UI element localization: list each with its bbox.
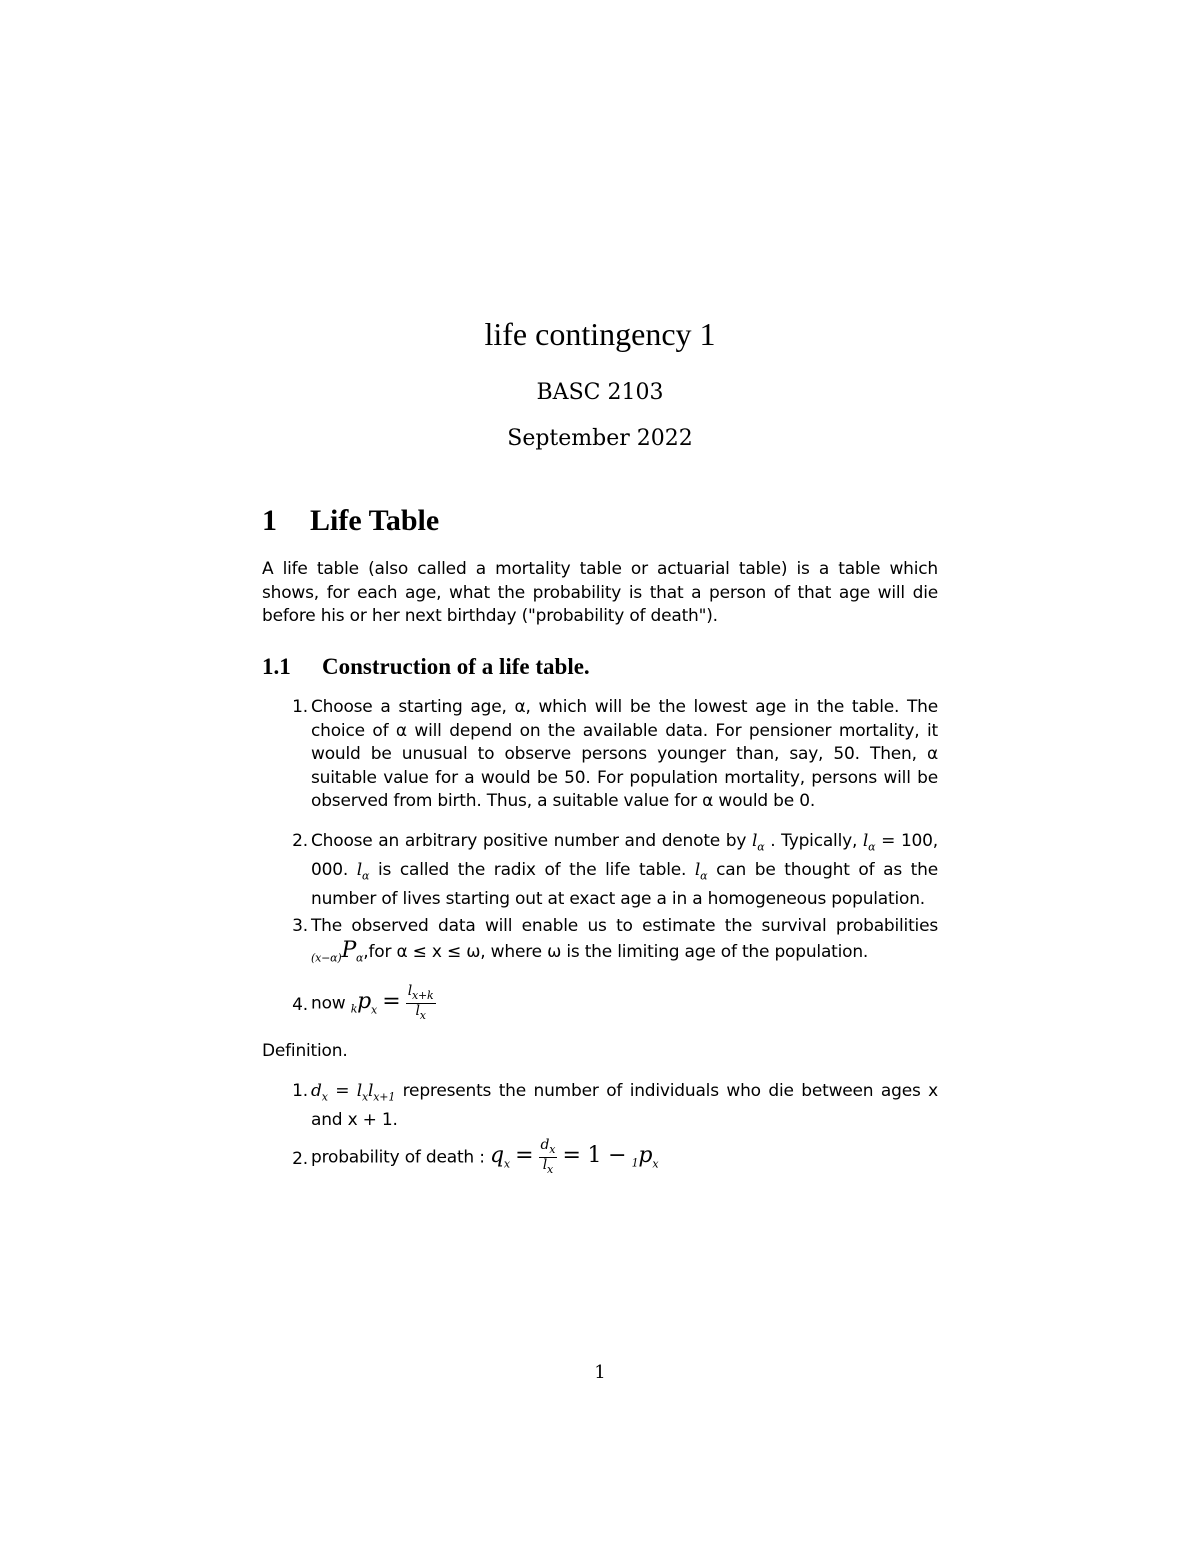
definition-label: Definition. <box>262 1041 348 1061</box>
qx-formula: $q_x$ = $\frac{d_x}{l_x}$ = $1 - _1p_x$ <box>489 1137 659 1176</box>
list-item <box>282 984 938 1023</box>
list-item <box>282 1138 938 1177</box>
list-number: 4. <box>292 995 308 1015</box>
subsection-number: 1.1 <box>262 654 291 679</box>
section-title: Life Table <box>310 504 440 537</box>
intro-paragraph: A life table (also called a mortality table or actuarial table) is a table which shows, for each age, what the probability is that a person of that age will die before his or her next birthday ("probability of death"). <box>262 559 938 627</box>
list-number: 1. <box>292 1081 308 1101</box>
page-number: 1 <box>594 1362 606 1383</box>
dx-formula: $d_x = l_xl_{x+1}$ <box>311 1081 396 1104</box>
list-item-text: now $_kp_x$ = $\frac{l_{x+k}}{l_x}$ <box>311 983 434 1022</box>
document-date: September 2022 <box>507 426 693 451</box>
subsection-title: Construction of a life table. <box>322 654 590 679</box>
list-item <box>282 1080 938 1133</box>
section-heading-life-table <box>262 504 439 538</box>
kpx-formula: $_kp_x$ = $\frac{l_{x+k}}{l_x}$ <box>350 983 434 1022</box>
section-number: 1 <box>262 504 277 537</box>
survival-probability-formula: $_{(x-\alpha)}P_\alpha$ <box>311 937 364 964</box>
list-number: 3. <box>292 916 308 936</box>
course-code: BASC 2103 <box>536 380 664 405</box>
list-number: 1. <box>292 697 308 717</box>
radix-symbol: $l_\alpha$ <box>862 831 876 854</box>
list-item <box>282 830 938 912</box>
list-number: 2. <box>292 831 308 851</box>
list-item-text: Choose an arbitrary positive number and denote by $l_\alpha$ . Typically, $l_\alpha = 100$, 000. $l_\alpha$ is called the radix of the life table. $l_\alpha$ can be thought of as the number of lives starting out at exact age a in a homogeneous population. <box>311 831 938 909</box>
list-item <box>282 915 938 970</box>
radix-symbol: $l_\alpha$ <box>752 831 765 854</box>
list-item-text: $d_x = l_xl_{x+1}$ represents the number of individuals who die between ages x and x + 1. <box>311 1081 938 1130</box>
list-item <box>282 696 938 814</box>
list-item-text: The observed data will enable us to estimate the survival probabilities $_{(x-\alpha)}P_\alpha,for$ α ≤ x ≤ ω, where ω is the limiting age of the population. <box>311 916 938 964</box>
document-title: life contingency 1 <box>484 316 716 352</box>
list-number: 2. <box>292 1149 308 1169</box>
radix-symbol: $l_\alpha$ <box>356 859 370 883</box>
subsection-heading-construction <box>262 654 590 680</box>
radix-symbol: $l_\alpha$ <box>694 859 708 883</box>
list-item-text: probability of death : $q_x$ = $\frac{d_x}{l_x}$ = $1 - _1p_x$ <box>311 1137 659 1176</box>
list-item-text: Choose a starting age, α, which will be the lowest age in the table. The choice of α will depend on the available data. For pensioner mortality, it would be unusual to observe persons younger than, say, 50. Then, α suitable value for a would be 50. For population mortality, persons will be observed from birth. Thus, a suitable value for α would be 0. <box>311 697 938 812</box>
